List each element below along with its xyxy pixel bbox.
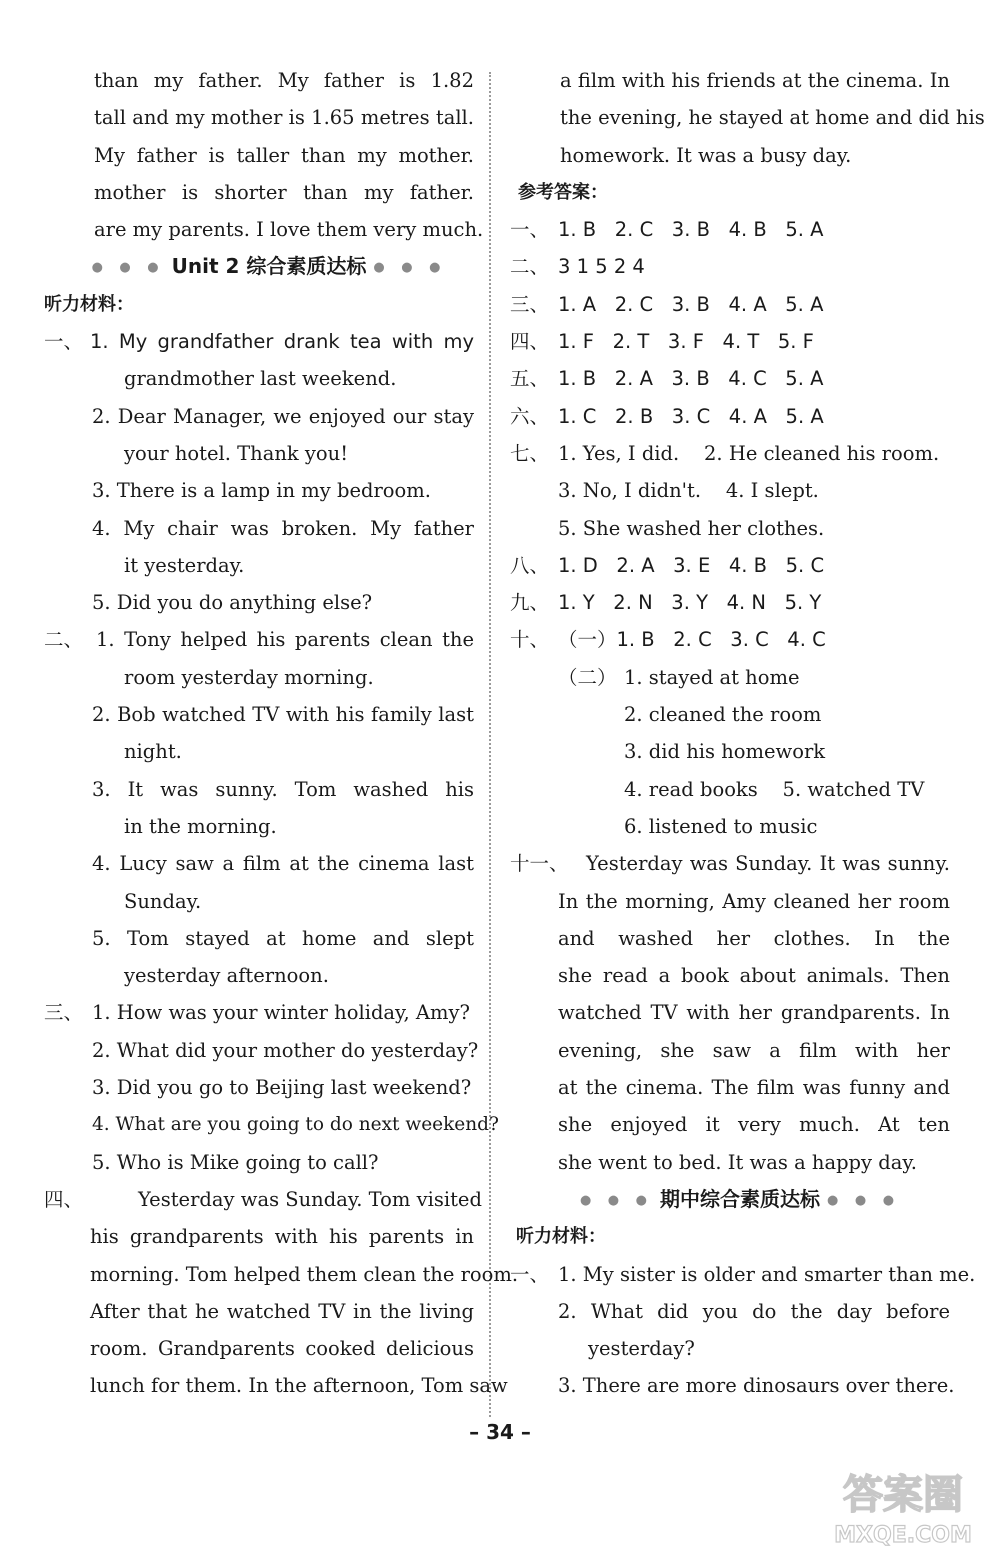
section-marker: 一、 <box>510 218 550 242</box>
decorative-dots: ● ● ● <box>579 1192 654 1208</box>
listening-label: 听力材料： <box>44 293 134 315</box>
answer-section-10 <box>510 621 950 845</box>
answer-text: （一）1. B 2. C 3. C 4. C <box>558 628 826 652</box>
passage-line: watched TV with her grandparents. In <box>558 1001 950 1025</box>
unit2-heading-text: Unit 2 综合素质达标 <box>171 254 367 279</box>
answer-text: 1. C 2. B 3. C 4. A 5. A <box>558 404 824 428</box>
section-marker: 二、 <box>510 255 550 279</box>
passage-line: than my father. My father is 1.82 <box>94 69 474 92</box>
passage-line: she went to bed. It was a happy day. <box>558 1150 917 1174</box>
answer-section-11 <box>510 845 950 1181</box>
section-marker: 一、 <box>44 330 84 354</box>
item-line: 2. What did your mother do yesterday? <box>92 1038 479 1062</box>
passage-line: After that he watched TV in the living <box>90 1299 474 1323</box>
item-line: 1. My sister is older and smarter than me. <box>558 1262 976 1286</box>
section-marker: 六、 <box>510 404 550 428</box>
passage-line: she enjoyed it very much. At ten <box>558 1113 950 1137</box>
passage-line: Yesterday was Sunday. Tom visited <box>138 1187 482 1211</box>
answer-section-7 <box>510 435 950 547</box>
item-line: 5. Who is Mike going to call? <box>92 1150 379 1174</box>
column-divider <box>489 72 491 1417</box>
passage-line: morning. Tom helped them clean the room. <box>90 1262 519 1286</box>
section-1 <box>44 323 474 621</box>
item-line: it yesterday. <box>124 553 245 577</box>
answer-text: 1. B 2. A 3. B 4. C 5. A <box>558 367 824 391</box>
section-marker: 十一、 <box>510 852 569 876</box>
passage-line: the evening, he stayed at home and did his <box>560 106 985 130</box>
passage-line: a film with his friends at the cinema. In <box>560 69 950 92</box>
item-line: 1. Tony helped his parents clean the <box>96 628 474 652</box>
passage-line: she read a book about animals. Then <box>558 964 950 988</box>
item-line: yesterday afternoon. <box>124 964 329 988</box>
item-line: night. <box>124 740 182 764</box>
passage-line: Yesterday was Sunday. It was sunny. <box>586 852 950 876</box>
passage-line: evening, she saw a film with her <box>558 1038 950 1062</box>
item-line: 2. Bob watched TV with his family last <box>92 703 474 727</box>
answers-label: 参考答案： <box>518 181 608 203</box>
answer-text: 6. listened to music <box>624 814 818 838</box>
item-line: 3. Did you go to Beijing last weekend? <box>92 1076 472 1100</box>
item-line: 3. There are more dinosaurs over there. <box>558 1374 955 1398</box>
passage-line: room. Grandparents cooked delicious <box>90 1337 474 1361</box>
item-line: your hotel. Thank you! <box>124 441 349 465</box>
passage-line: In the morning, Amy cleaned her room <box>558 889 950 913</box>
watermark-logo <box>818 1462 988 1552</box>
continued-passage <box>510 62 985 174</box>
answer-text: 4. read books 5. watched TV <box>624 777 925 801</box>
passage-line: his grandparents with his parents in <box>90 1225 474 1249</box>
item-line: 4. My chair was broken. My father <box>92 516 474 540</box>
answer-text: 3. No, I didn't. 4. I slept. <box>558 479 819 503</box>
passage-line: lunch for them. In the afternoon, Tom saw <box>90 1374 508 1398</box>
item-line: in the morning. <box>124 814 277 838</box>
decorative-dots: ● ● ● <box>373 260 447 276</box>
passage-line: and washed her clothes. In the <box>558 926 950 950</box>
midterm-section-1 <box>510 1256 976 1405</box>
passage-line: are my parents. I love them very much. <box>94 218 484 242</box>
section-2 <box>44 621 474 994</box>
answer-list <box>510 211 950 1181</box>
decorative-dots: ● ● ● <box>826 1192 901 1208</box>
item-line: 4. What are you going to do next weekend? <box>92 1114 499 1136</box>
subsection-marker: （二） <box>558 665 617 689</box>
section-marker: 三、 <box>44 1001 84 1025</box>
item-line: 1. How was your winter holiday, Amy? <box>92 1001 470 1025</box>
section-3 <box>44 994 499 1180</box>
item-line: 5. Tom stayed at home and slept <box>92 926 474 950</box>
passage-line: tall and my mother is 1.65 metres tall. <box>94 106 474 130</box>
answer-text: 1. D 2. A 3. E 4. B 5. C <box>558 553 825 577</box>
svg-text:MXQE.COM: MXQE.COM <box>834 1523 972 1548</box>
section-marker: 四、 <box>44 1187 84 1211</box>
answer-text: 1. F 2. T 3. F 4. T 5. F <box>558 330 814 354</box>
right-column <box>510 62 985 1405</box>
section-marker: 十、 <box>510 628 550 652</box>
section-4 <box>44 1181 519 1405</box>
unit2-heading <box>64 248 474 285</box>
answer-text: 1. A 2. C 3. B 4. A 5. A <box>558 292 824 316</box>
item-line: 1. My grandfather drank tea with my <box>90 330 474 354</box>
answer-text: 1. Y 2. N 3. Y 4. N 5. Y <box>558 591 822 615</box>
item-line: Sunday. <box>124 889 202 913</box>
listening-label: 听力材料： <box>516 1226 606 1248</box>
section-marker: 七、 <box>510 441 550 465</box>
item-line: 3. It was sunny. Tom washed his <box>92 777 474 801</box>
item-line: room yesterday morning. <box>124 665 374 689</box>
section-marker: 九、 <box>510 591 550 615</box>
answer-text: 3. did his homework <box>624 740 826 764</box>
answer-text: 1. B 2. C 3. B 4. B 5. A <box>558 218 824 242</box>
continued-passage <box>44 62 484 248</box>
item-line: 2. Dear Manager, we enjoyed our stay <box>92 404 474 428</box>
midterm-heading <box>530 1181 950 1218</box>
left-column <box>44 62 519 1405</box>
decorative-dots: ● ● ● <box>91 260 165 276</box>
item-line: 4. Lucy saw a film at the cinema last <box>92 852 474 876</box>
item-line: 5. Did you do anything else? <box>92 591 373 615</box>
section-marker: 二、 <box>44 628 84 652</box>
item-line: 2. What did you do the day before <box>558 1299 950 1323</box>
midterm-heading-text: 期中综合素质达标 <box>660 1186 820 1211</box>
item-line: grandmother last weekend. <box>124 367 397 391</box>
answer-text: 5. She washed her clothes. <box>558 516 825 540</box>
section-marker: 五、 <box>510 367 550 391</box>
passage-line: mother is shorter than my father. <box>94 180 474 204</box>
page-number: – 34 – <box>469 1420 531 1444</box>
passage-line: at the cinema. The film was funny and <box>558 1076 950 1100</box>
section-marker: 四、 <box>510 330 550 354</box>
answer-text: 3 1 5 2 4 <box>558 255 645 279</box>
section-marker: 三、 <box>510 292 550 316</box>
answer-text: 1. stayed at home <box>624 665 800 689</box>
answer-text: 1. Yes, I did. 2. He cleaned his room. <box>558 441 940 465</box>
item-line: yesterday? <box>588 1337 695 1361</box>
section-marker: 八、 <box>510 553 550 577</box>
item-line: 3. There is a lamp in my bedroom. <box>92 479 431 503</box>
answer-text: 2. cleaned the room <box>624 703 822 727</box>
section-marker: 一、 <box>510 1262 550 1286</box>
passage-line: My father is taller than my mother. <box>94 143 474 167</box>
svg-text:答案圈: 答案圈 <box>843 1472 963 1518</box>
passage-line: homework. It was a busy day. <box>560 143 852 167</box>
